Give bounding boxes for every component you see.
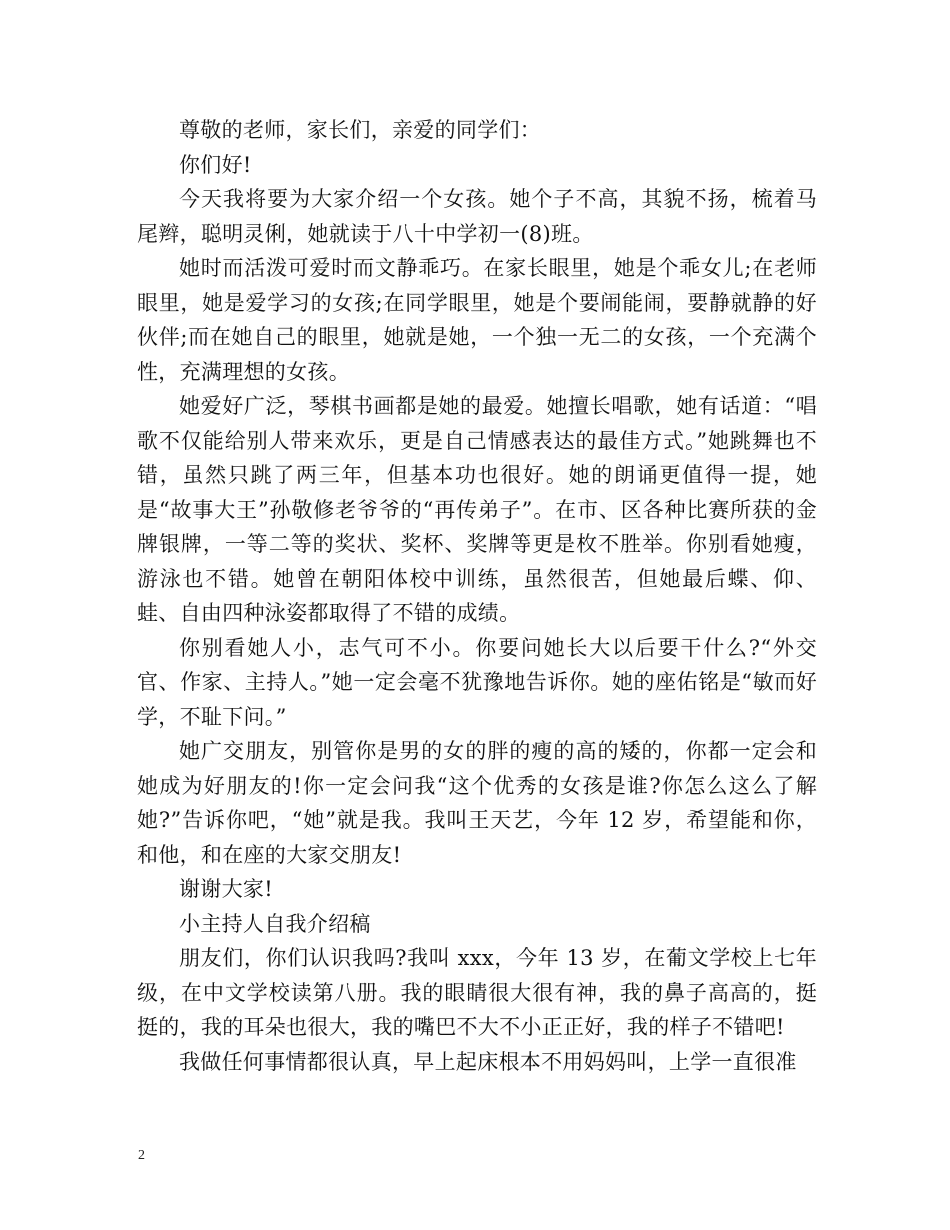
paragraph-diligence: 我做任何事情都很认真，早上起床根本不用妈妈叫，上学一直很准: [179, 1049, 797, 1074]
paragraph-self-intro: 朋友们，你们认识我吗?我叫 xxx，今年 13 岁，在葡文学校上七年级，在中文学校读第八册。我的眼睛很大很有神，我的鼻子高高的，挺挺的，我的耳朵也很大，我的嘴巴不大不小正正好，我的样子不错吧!: [137, 946, 817, 1039]
paragraph-hobbies: 她爱好广泛，琴棋书画都是她的最爱。她擅长唱歌，她有话道：“唱歌不仅能给别人带来欢乐，更是自己情感表达的最佳方式。”她跳舞也不错，虽然只跳了两三年，但基本功也很好。她的朗诵更值得一提，她是“故事大王”孙敬修老爷爷的“再传弟子”。在市、区各种比赛所获的金牌银牌，一等二等的奖状、奖杯、奖牌等更是枚不胜举。你别看她瘦，游泳也不错。她曾在朝阳体校中训练，虽然很苦，但她最后蝶、仰、蛙、自由四种泳姿都取得了不错的成绩。: [137, 394, 817, 625]
paragraph-friends: 她广交朋友，别管你是男的女的胖的瘦的高的矮的，你都一定会和她成为好朋友的!你一定会问我“这个优秀的女孩是谁?你怎么这么了解她?”告诉你吧，“她”就是我。我叫王天艺，今年 12 岁，希望能和你，和他，和在座的大家交朋友!: [137, 739, 817, 867]
paragraph-greeting: 尊敬的老师，家长们，亲爱的同学们：: [179, 118, 542, 142]
page-number: 2: [138, 1148, 145, 1163]
paragraph-ambition: 你别看她人小，志气可不小。你要问她长大以后要干什么?“外交官、作家、主持人。”她一定会毫不犹豫地告诉你。她的座佑铭是“敏而好学，不耻下问。”: [137, 635, 817, 729]
paragraph-thanks: 谢谢大家!: [179, 877, 273, 901]
document-body: [137, 113, 817, 1079]
paragraph-intro: 今天我将要为大家介绍一个女孩。她个子不高，其貌不扬，梳着马尾辫，聪明灵俐，她就读于八十中学初一(8)班。: [137, 187, 817, 246]
paragraph-personality: 她时而活泼可爱时而文静乖巧。在家长眼里，她是个乖女儿;在老师眼里，她是爱学习的女孩;在同学眼里，她是个要闹能闹，要静就静的好伙伴;而在她自己的眼里，她就是她，一个独一无二的女孩，一个充满个性，充满理想的女孩。: [137, 256, 817, 384]
section-heading: 小主持人自我介绍稿: [179, 911, 371, 936]
paragraph-hello: 你们好!: [179, 152, 252, 177]
